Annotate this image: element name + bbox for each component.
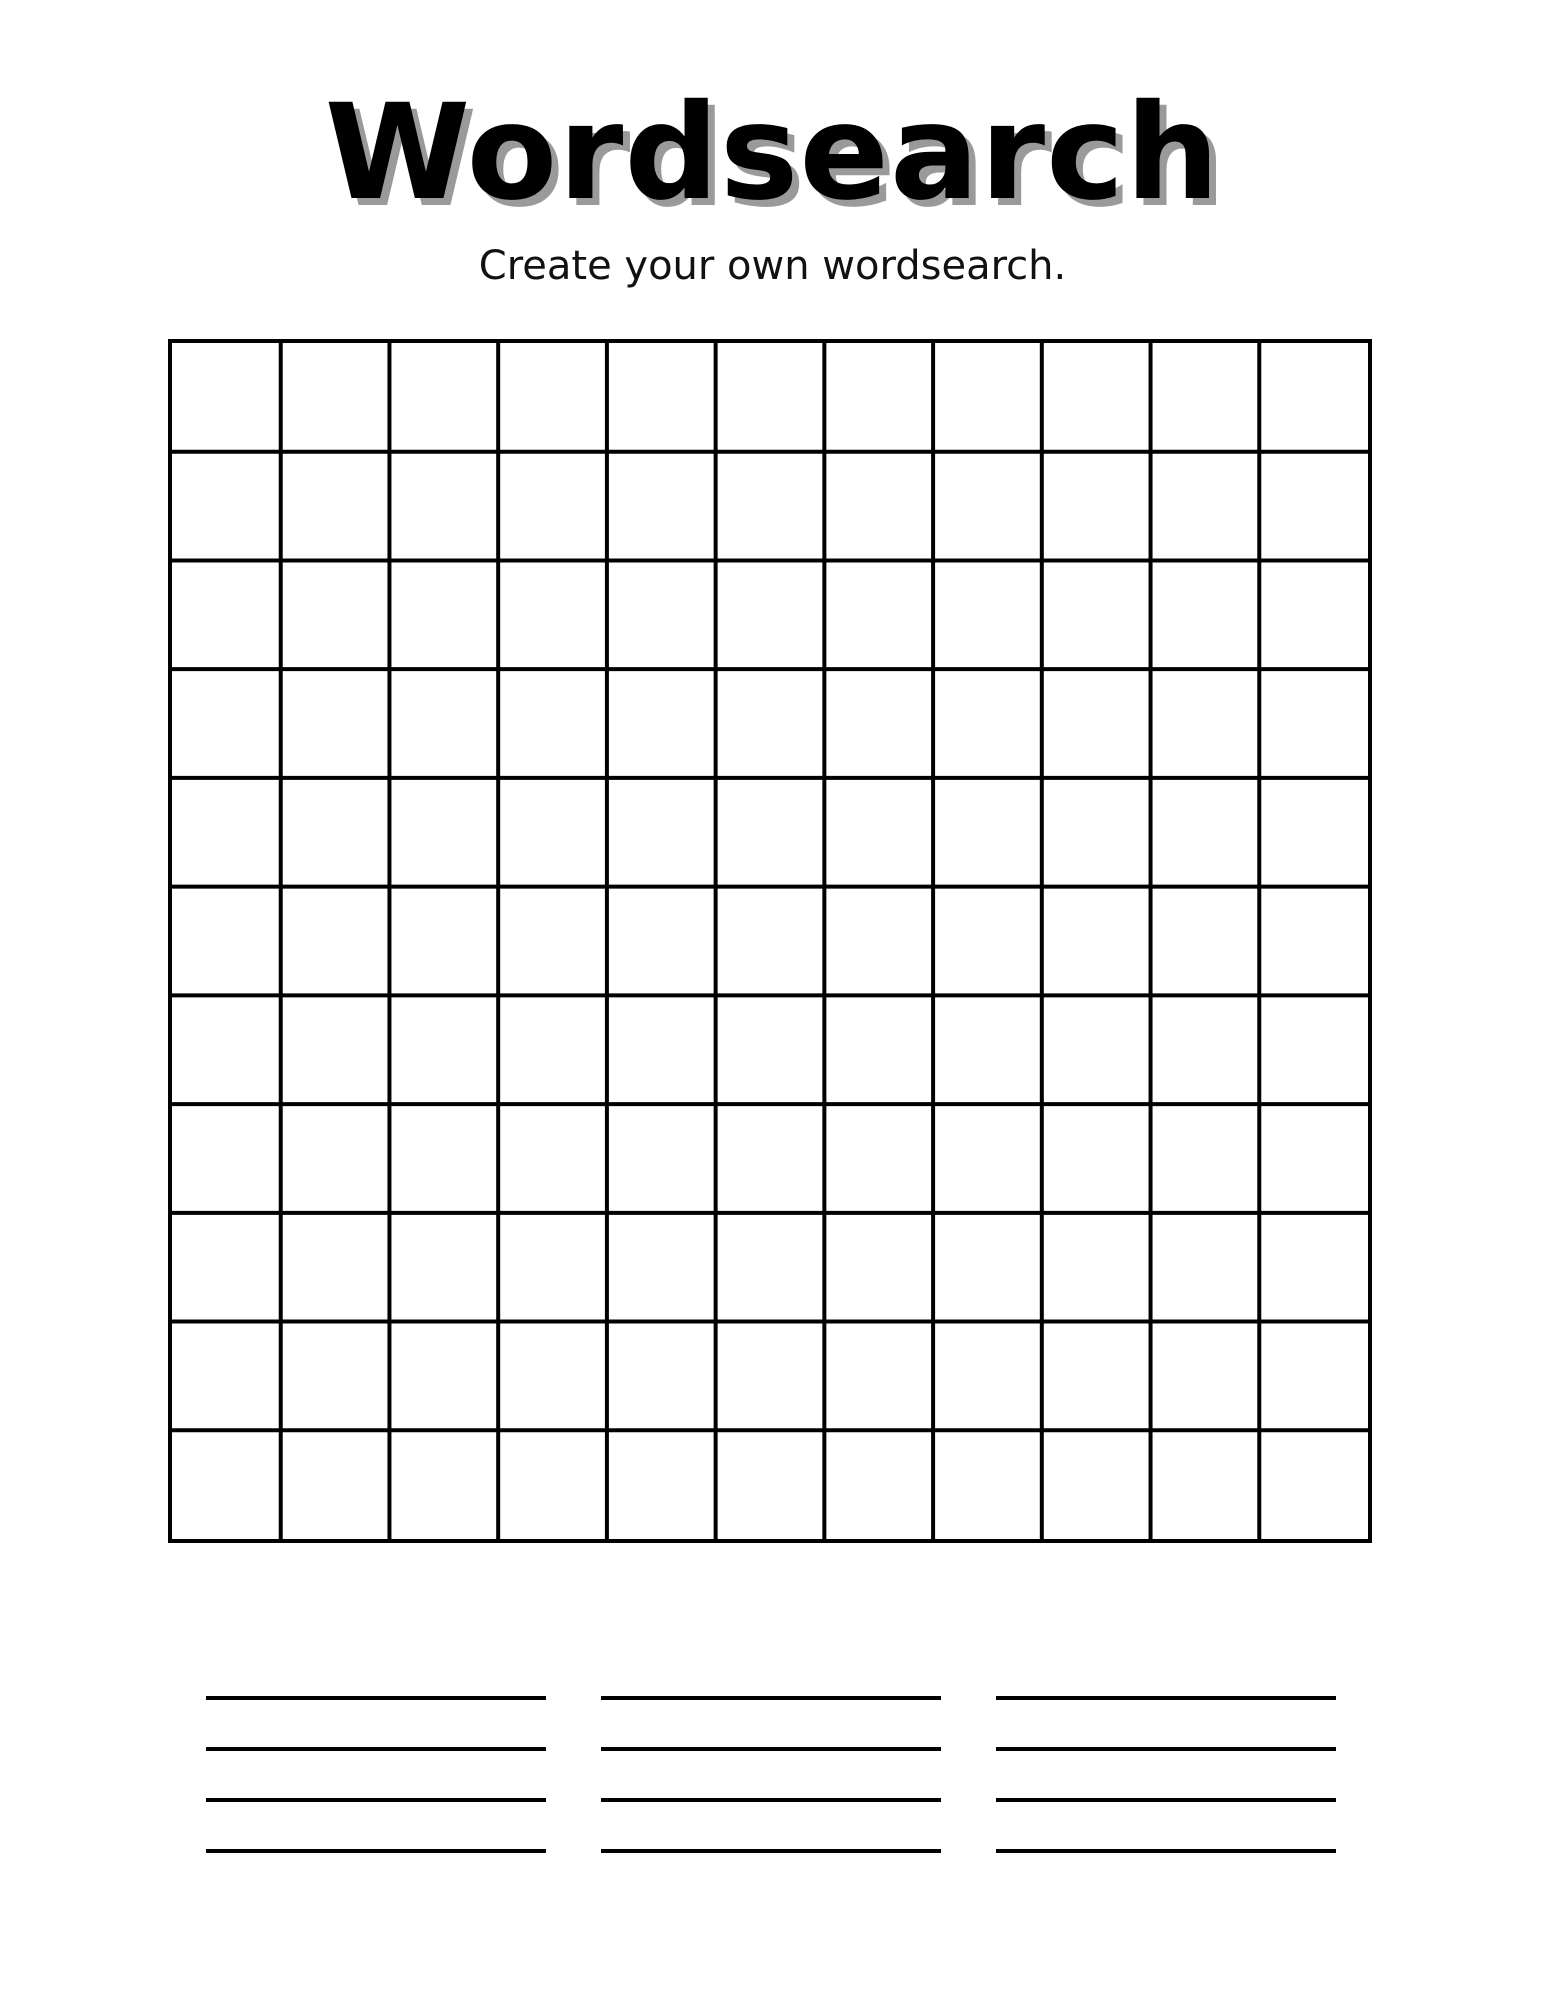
word-list-line-c3-r4[interactable] [996,1849,1336,1853]
grid-cell-r8-c1[interactable] [172,1104,281,1213]
grid-cell-r7-c2[interactable] [281,995,390,1104]
grid-cell-r3-c4[interactable] [498,560,607,669]
grid-cell-r6-c8[interactable] [933,887,1042,996]
grid-cell-r8-c6[interactable] [716,1104,825,1213]
grid-cell-r1-c5[interactable] [607,343,716,452]
grid-cell-r5-c11[interactable] [1259,778,1368,887]
grid-cell-r6-c7[interactable] [824,887,933,996]
grid-cell-r10-c11[interactable] [1259,1322,1368,1431]
grid-cell-r10-c10[interactable] [1151,1322,1260,1431]
grid-cell-r10-c6[interactable] [716,1322,825,1431]
grid-cell-r5-c8[interactable] [933,778,1042,887]
word-list-line-c1-r2[interactable] [206,1747,546,1751]
grid-cell-r11-c9[interactable] [1042,1430,1151,1539]
grid-cell-r2-c1[interactable] [172,452,281,561]
grid-cell-r9-c11[interactable] [1259,1213,1368,1322]
grid-cell-r7-c1[interactable] [172,995,281,1104]
grid-cell-r9-c4[interactable] [498,1213,607,1322]
grid-cell-r2-c6[interactable] [716,452,825,561]
grid-cell-r1-c2[interactable] [281,343,390,452]
grid-cell-r3-c6[interactable] [716,560,825,669]
grid-cell-r10-c4[interactable] [498,1322,607,1431]
grid-cell-r9-c8[interactable] [933,1213,1042,1322]
grid-cell-r4-c3[interactable] [389,669,498,778]
grid-cell-r2-c9[interactable] [1042,452,1151,561]
grid-cell-r8-c11[interactable] [1259,1104,1368,1213]
page-subtitle: Create your own wordsearch. [478,243,1067,289]
grid-cell-r9-c9[interactable] [1042,1213,1151,1322]
grid-cell-r7-c6[interactable] [716,995,825,1104]
word-list-line-c3-r2[interactable] [996,1747,1336,1751]
grid-cell-r11-c10[interactable] [1151,1430,1260,1539]
grid-cell-r5-c2[interactable] [281,778,390,887]
word-list-line-c2-r4[interactable] [601,1849,941,1853]
grid-cell-r3-c1[interactable] [172,560,281,669]
grid-cell-r6-c4[interactable] [498,887,607,996]
grid-cell-r2-c10[interactable] [1151,452,1260,561]
grid-cell-r7-c10[interactable] [1151,995,1260,1104]
grid-cell-r6-c11[interactable] [1259,887,1368,996]
grid-cell-r4-c11[interactable] [1259,669,1368,778]
grid-cell-r8-c10[interactable] [1151,1104,1260,1213]
grid-cell-r8-c7[interactable] [824,1104,933,1213]
wordsearch-grid [168,339,1372,1543]
grid-cell-r5-c9[interactable] [1042,778,1151,887]
grid-cell-r11-c7[interactable] [824,1430,933,1539]
grid-cell-r6-c3[interactable] [389,887,498,996]
grid-cell-r10-c1[interactable] [172,1322,281,1431]
grid-cell-r1-c10[interactable] [1151,343,1260,452]
grid-cell-r11-c2[interactable] [281,1430,390,1539]
grid-cell-r8-c8[interactable] [933,1104,1042,1213]
grid-cell-r1-c8[interactable] [933,343,1042,452]
word-list-line-c3-r1[interactable] [996,1696,1336,1700]
grid-cell-r3-c5[interactable] [607,560,716,669]
grid-cell-r10-c2[interactable] [281,1322,390,1431]
grid-cell-r8-c3[interactable] [389,1104,498,1213]
grid-cell-r4-c8[interactable] [933,669,1042,778]
grid-cell-r4-c1[interactable] [172,669,281,778]
word-list-line-c2-r3[interactable] [601,1798,941,1802]
grid-cell-r3-c2[interactable] [281,560,390,669]
word-list-line-c1-r1[interactable] [206,1696,546,1700]
grid-cell-r4-c5[interactable] [607,669,716,778]
grid-cell-r1-c6[interactable] [716,343,825,452]
grid-cell-r9-c7[interactable] [824,1213,933,1322]
grid-cell-r4-c4[interactable] [498,669,607,778]
grid-cell-r2-c4[interactable] [498,452,607,561]
grid-cell-r7-c4[interactable] [498,995,607,1104]
grid-cell-r1-c9[interactable] [1042,343,1151,452]
grid-cell-r6-c10[interactable] [1151,887,1260,996]
word-list-line-c3-r3[interactable] [996,1798,1336,1802]
grid-cell-r4-c10[interactable] [1151,669,1260,778]
grid-cell-r5-c3[interactable] [389,778,498,887]
grid-cell-r5-c6[interactable] [716,778,825,887]
grid-cell-r4-c9[interactable] [1042,669,1151,778]
grid-cell-r4-c6[interactable] [716,669,825,778]
grid-cell-r7-c8[interactable] [933,995,1042,1104]
grid-cell-r5-c4[interactable] [498,778,607,887]
grid-cell-r8-c9[interactable] [1042,1104,1151,1213]
grid-cell-r1-c1[interactable] [172,343,281,452]
grid-cell-r3-c10[interactable] [1151,560,1260,669]
grid-cell-r11-c3[interactable] [389,1430,498,1539]
grid-cell-r2-c2[interactable] [281,452,390,561]
grid-cell-r1-c11[interactable] [1259,343,1368,452]
grid-cell-r3-c7[interactable] [824,560,933,669]
grid-cell-r9-c5[interactable] [607,1213,716,1322]
grid-cell-r5-c1[interactable] [172,778,281,887]
grid-cell-r9-c6[interactable] [716,1213,825,1322]
grid-cell-r4-c7[interactable] [824,669,933,778]
grid-cell-r3-c3[interactable] [389,560,498,669]
grid-cell-r10-c9[interactable] [1042,1322,1151,1431]
grid-cell-r9-c10[interactable] [1151,1213,1260,1322]
grid-cell-r7-c7[interactable] [824,995,933,1104]
word-list-line-c1-r3[interactable] [206,1798,546,1802]
grid-cell-r5-c5[interactable] [607,778,716,887]
grid-cell-r1-c4[interactable] [498,343,607,452]
grid-cell-r3-c11[interactable] [1259,560,1368,669]
grid-cell-r7-c3[interactable] [389,995,498,1104]
grid-cell-r3-c8[interactable] [933,560,1042,669]
grid-cell-r10-c5[interactable] [607,1322,716,1431]
grid-cell-r11-c5[interactable] [607,1430,716,1539]
grid-cell-r6-c1[interactable] [172,887,281,996]
grid-cell-r7-c11[interactable] [1259,995,1368,1104]
grid-cell-r8-c5[interactable] [607,1104,716,1213]
grid-cell-r5-c7[interactable] [824,778,933,887]
grid-cell-r6-c2[interactable] [281,887,390,996]
grid-cell-r2-c11[interactable] [1259,452,1368,561]
grid-cell-r9-c1[interactable] [172,1213,281,1322]
grid-cell-r6-c6[interactable] [716,887,825,996]
grid-cell-r1-c7[interactable] [824,343,933,452]
grid-cell-r11-c6[interactable] [716,1430,825,1539]
grid-cell-r7-c9[interactable] [1042,995,1151,1104]
grid-cell-r8-c4[interactable] [498,1104,607,1213]
grid-cell-r11-c11[interactable] [1259,1430,1368,1539]
word-list-line-c2-r1[interactable] [601,1696,941,1700]
grid-cell-r3-c9[interactable] [1042,560,1151,669]
grid-cell-r7-c5[interactable] [607,995,716,1104]
page-title: Wordsearch [324,76,1221,230]
grid-cell-r10-c8[interactable] [933,1322,1042,1431]
grid-cell-r6-c9[interactable] [1042,887,1151,996]
grid-cell-r10-c7[interactable] [824,1322,933,1431]
grid-cell-r10-c3[interactable] [389,1322,498,1431]
word-list-line-c1-r4[interactable] [206,1849,546,1853]
grid-cell-r9-c3[interactable] [389,1213,498,1322]
grid-cell-r2-c8[interactable] [933,452,1042,561]
grid-cell-r11-c8[interactable] [933,1430,1042,1539]
grid-cell-r1-c3[interactable] [389,343,498,452]
grid-cell-r11-c1[interactable] [172,1430,281,1539]
grid-cell-r8-c2[interactable] [281,1104,390,1213]
wordsearch-grid-lines [172,343,1368,1539]
grid-cell-r9-c2[interactable] [281,1213,390,1322]
word-list-line-c2-r2[interactable] [601,1747,941,1751]
grid-cell-r2-c3[interactable] [389,452,498,561]
grid-cell-r5-c10[interactable] [1151,778,1260,887]
grid-cell-r11-c4[interactable] [498,1430,607,1539]
grid-cell-r2-c5[interactable] [607,452,716,561]
grid-cell-r6-c5[interactable] [607,887,716,996]
grid-cell-r2-c7[interactable] [824,452,933,561]
grid-cell-r4-c2[interactable] [281,669,390,778]
